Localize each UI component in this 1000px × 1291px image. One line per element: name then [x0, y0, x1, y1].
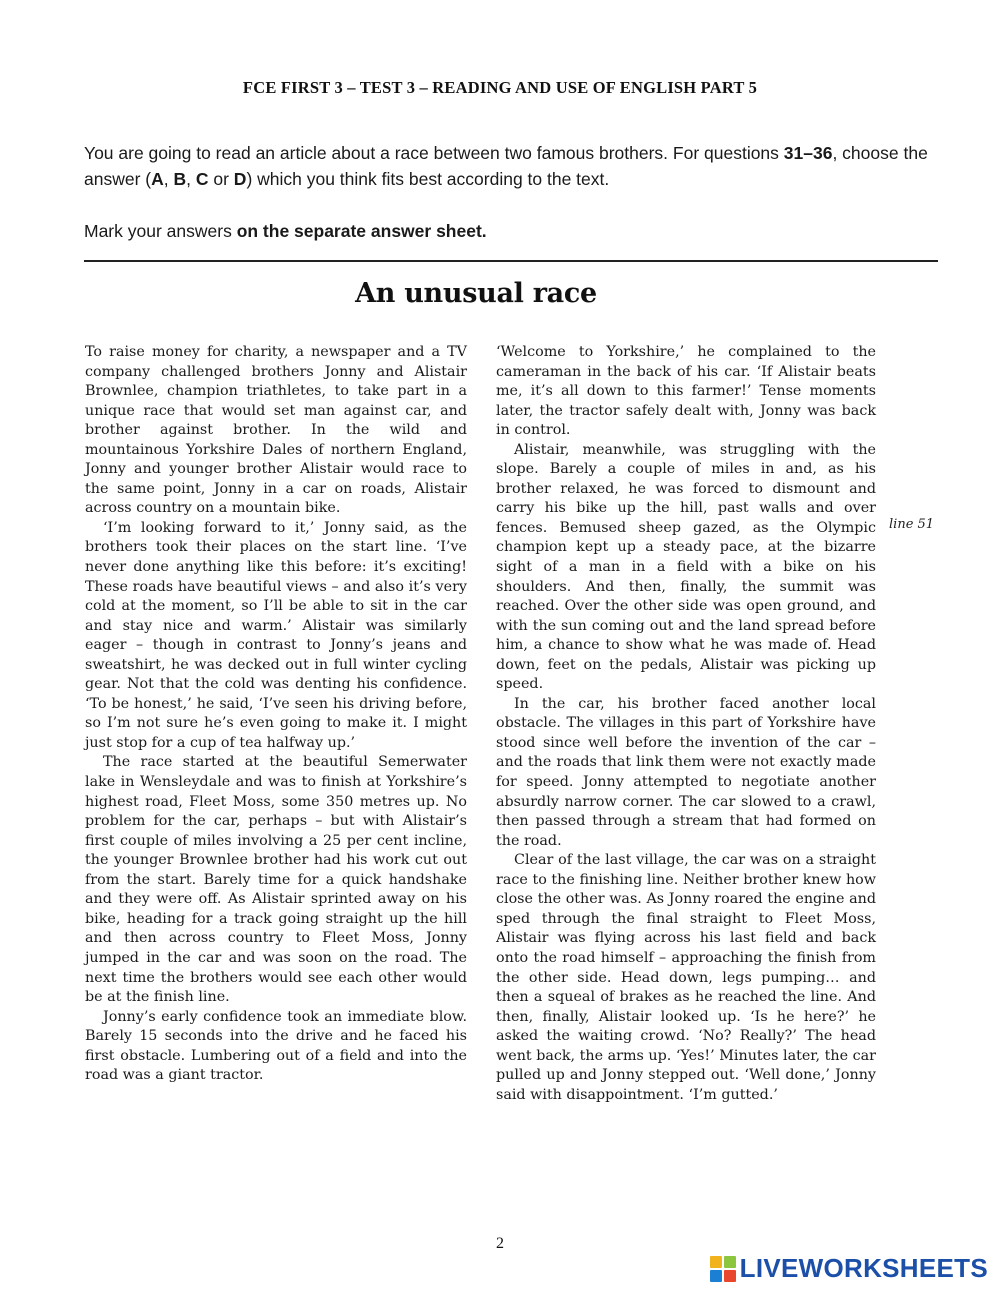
logo-tile [724, 1270, 736, 1282]
brand-name: LIVEWORKSHEETS [739, 1253, 988, 1283]
instructions-task [84, 140, 954, 192]
article-column-right [496, 343, 876, 1105]
brand-watermark [710, 1253, 988, 1284]
article-paragraph: The race started at the beautiful Semerwater lake in Wensleydale and was to finish at Yorkshire’s highest road, Fleet Moss, some 350 metres up. No problem for the car, perhaps – but with Alistair’s first couple of miles involving a 25 per cent incline, the younger Brownlee brother had his work cut out from the start. Barely time for a quick handshake and they were off. As Alistair sprinted away on his bike, heading for a track going straight up the hill and then across country to Fleet Moss, Jonny jumped in the car and was soon on the road. The next time the brothers would see each other would be at the finish line. [85, 754, 467, 1006]
article-column-left [85, 343, 467, 1086]
article-paragraph: To raise money for charity, a newspaper and a TV company challenged brothers Jonny and Alistair Brownlee, champion triathletes, to take part in a unique race that would set man against car, and brother against brother. In the wild and mountainous Yorkshire Dales of northern England, Jonny and younger brother Alistair would race to the same point, Jonny in a car on roads, Alistair across country on a mountain bike. [85, 344, 467, 517]
article-paragraph: ‘I’m looking forward to it,’ Jonny said, as the brothers took their places on the start line. ‘I’ve never done anything like this before: it’s exciting! These roads have beautiful views – and also it’s very cold at the moment, so I’ll be able to sit in the car and stay nice and warm.’ Alistair was similarly eager – though in contrast to Jonny’s jeans and sweatshirt, he was decked out in full winter cycling gear. Not that the cold was denting his confidence. ‘To be honest,’ he said, ‘I’ve seen his driving before, so I’m not sure he’s even going to make it. I might just stop for a cup of tea halfway up.’ [85, 519, 467, 751]
article-title: An unusual race [355, 278, 597, 309]
logo-tile [724, 1256, 736, 1268]
separator: or [208, 169, 234, 189]
instructions-answer-sheet [84, 218, 954, 244]
option-c-label: C [195, 169, 209, 189]
separator: , [163, 169, 174, 189]
instructions-text: Mark your answers [84, 221, 237, 241]
question-range: 31–36 [783, 143, 833, 163]
option-b-label: B [173, 169, 187, 189]
article-paragraph: Clear of the last village, the car was on a straight race to the finishing line. Neither brother knew how close the other was. As Jonny roared the engine and sped through the final straight to Fleet Moss, Alistair was flying across his last field and back onto the road himself – approaching the finish from the other side. Head down, legs pumping… and then a squeal of brakes as he reached the line. And then, finally, Alistair looked up. ‘Is he here?’ he asked the waiting crowd. ‘No? Really?’ The head went back, the arms up. ‘Yes!’ Minutes later, the car pulled up and Jonny stepped out. ‘Well done,’ Jonny said with disappointment. ‘I’m gutted.’ [496, 852, 876, 1103]
separator: , [186, 169, 196, 189]
option-a-label: A [151, 169, 164, 189]
instructions-text: ) which you think fits best according to the text. [246, 169, 610, 189]
option-d-label: D [233, 169, 247, 189]
instructions-text: , choose the answer ( [84, 143, 928, 189]
document-header: FCE FIRST 3 – TEST 3 – READING AND USE OF ENGLISH PART 5 [242, 78, 758, 97]
liveworksheets-logo-icon [710, 1256, 736, 1282]
page-number: 2 [496, 1235, 504, 1252]
article-paragraph: In the car, his brother faced another local obstacle. The villages in this part of Yorkshire have stood since well before the invention of the car – and the roads that link them were not exactly made for speed. Jonny attempted to negotiate another absurdly narrow corner. The car slowed to a crawl, then passed through a stream that had formed on the road. [496, 695, 876, 849]
instructions-text: You are going to read an article about a race between two famous brothers. For questions [84, 143, 784, 163]
logo-tile [710, 1256, 722, 1268]
line-reference: line 51 [889, 517, 935, 532]
logo-tile [710, 1270, 722, 1282]
divider-rule [84, 260, 938, 262]
instructions [84, 140, 954, 244]
answer-sheet-emphasis: on the separate answer sheet. [236, 221, 487, 241]
article-paragraph: ‘Welcome to Yorkshire,’ he complained to the cameraman in the back of his car. ‘If Alistair beats me, it’s all down to this farmer!’ Tense moments later, the tractor safely dealt with, Jonny was back in control. [496, 344, 876, 439]
article-paragraph: Alistair, meanwhile, was struggling with the slope. Barely a couple of miles in and, as his brother relaxed, he was forced to dismount and carry his bike up the hill, past walls and over fences. Bemused sheep gazed, as the Olympic champion kept up a steady pace, at the bizarre sight of a man in a field with a bike on his shoulders. And then, finally, the summit was reached. Over the other side was open ground, and with the sun coming out and the land spread before him, a chance to show what he was made of. Head down, feet on the pedals, Alistair was picking up speed. [496, 441, 876, 693]
article-paragraph: Jonny’s early confidence took an immediate blow. Barely 15 seconds into the drive and he faced his first obstacle. Lumbering out of a field and into the road was a giant tractor. [85, 1008, 467, 1084]
